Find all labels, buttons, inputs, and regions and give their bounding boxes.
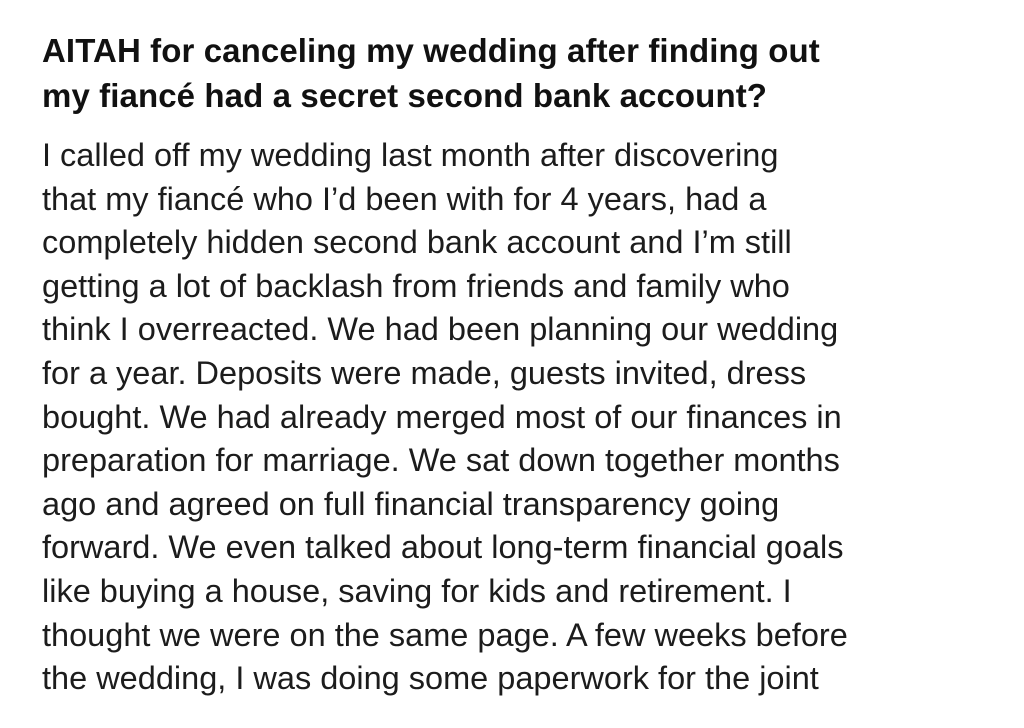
post-body	[42, 134, 992, 701]
post-title	[42, 28, 992, 118]
post-title-line: AITAH for canceling my wedding after finding out	[42, 32, 820, 69]
post-body-line: completely hidden second bank account and I’m still	[42, 224, 792, 261]
post-body-line: like buying a house, saving for kids and retirement. I	[42, 572, 792, 609]
post-body-line: forward. We even talked about long-term financial goals	[42, 529, 844, 566]
post-body-line: getting a lot of backlash from friends and family who	[42, 267, 790, 304]
post-body-line: the wedding, I was doing some paperwork for the joint	[42, 660, 819, 697]
post-body-line: ago and agreed on full financial transparency going	[42, 485, 780, 522]
post-body-line: bought. We had already merged most of our finances in	[42, 398, 842, 435]
post-body-line: that my fiancé who I’d been with for 4 years, had a	[42, 180, 767, 217]
post-body-line: think I overreacted. We had been planning our wedding	[42, 311, 839, 348]
post	[42, 28, 992, 701]
post-body-line: I called off my wedding last month after discovering	[42, 137, 779, 173]
post-body-line: thought we were on the same page. A few weeks before	[42, 616, 848, 653]
post-title-line: my fiancé had a secret second bank account?	[42, 77, 768, 114]
post-body-line: for a year. Deposits were made, guests invited, dress	[42, 354, 807, 391]
post-body-line: preparation for marriage. We sat down together months	[42, 442, 840, 479]
